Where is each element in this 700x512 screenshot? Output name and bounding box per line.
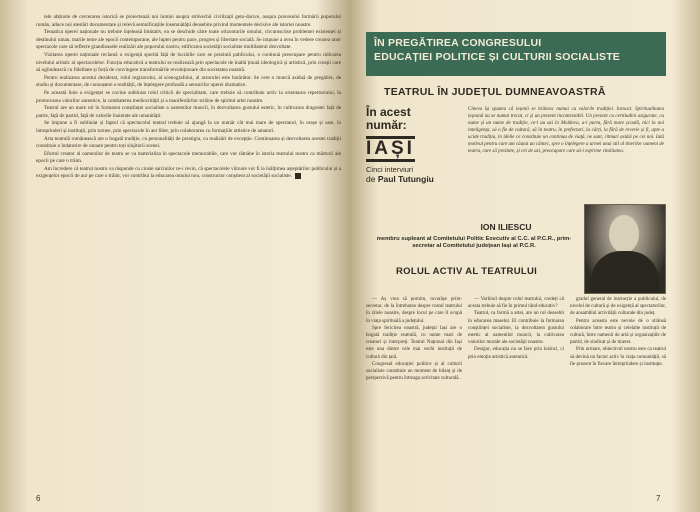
paragraph: Desigur, educația nu se face prin lozinci, ci prin emoție artistică autentică. [468,347,564,360]
banner-line-2: EDUCAȚIEI POLITICE ȘI CULTURII SOCIALISTE [374,51,621,63]
paragraph: Efortul creator al oamenilor de teatru se va materializa în spectacole memorabile, care vor rămâne în istoria teatrului nostru ca mărturii ale epocii pe care o trăim. [36,150,341,165]
left-page-text [36,14,341,181]
page-number-left: 6 [36,494,41,503]
paragraph: Teatrul, ca formă a artei, are un rol deosebit în educarea maselor. El contribuie la formarea conștiinței socialiste, la dezvoltarea gustului estetic al oamenilor muncii, la cultivarea valorilor morale ale societății noastre. [468,311,564,346]
intro-text: Cineva își spunea că ieșenii se hrănesc numai cu valorile tradiției. Inexact. Spiritualitatea ieșeană nu se numai trecut, ci și un prezent incontestabil. Un prezent cu certitudini asigurate, cu nume și un nume de tradiție, ce-l au azi în Moldova, a-i purta, fără mare școală, nici la noi inteligența, să o fie de cultură, să în teatru, în prefecturi, la cărți, la fără de reverie și fi, apte a ucide tradiția, în ideile ce constituie un continuu de viață, ne sunt, ritmuri astăzi pe cei noi. Iată motivul pentru care am căutat un cântec, spre o înțelegere a urmei unui stil al tinerilor oameni de teatru, care să prezinte, și cei de azi, preocupare care să-i exprime vitalitatea. [468,107,664,154]
issue-box-author [366,174,458,184]
paragraph: Spre fericirea noastră, județul Iași are o bogată tradiție teatrală, cu nume mari de creatori și interpreți. Teatrul Național din Iași este una dintre cele mai vechi instituții de cultură din țară. [366,325,462,360]
paragraph: Congresul educației politice și al culturii socialiste constituie un moment de bilanț și de perspectivă pentru întreaga activitate culturală. [366,361,462,382]
paragraph: Prin urmare, obiectivul nostru este ca teatrul să devină un factor activ în viața comunității, să fie prezent în fiecare întreprindere și instituție. [570,347,666,367]
paragraph: — Vorbind despre rolul teatrului, credeți că acesta trebuie să fie în primul rând educativ? [468,297,564,310]
issue-box-line-1: În acest [366,105,411,119]
paragraph-last: Am încredere că teatrul nostru va răspunde cu cinste sarcinilor ce-i revin, că spectacolele viitoare vor fi la înălțimea așteptărilor publicului și a exigențelor epocii de aur pe care o trăim, vor contribui la educarea omului nou, constructor conștient al societății socialiste. [36,165,341,180]
issue-box [366,106,458,188]
right-page [366,14,666,500]
issue-box-line-2: număr: [366,118,407,132]
portrait-suit [591,251,659,293]
paragraph: Tematica operei naționale nu trebuie înțeleasă limitativ, ea se deschide către toate orizonturile omului, circumscrise problemei existenței și destinului uman, marile teme ale epocii contemporane, ale luptei pentru pace, progres și libertate socială. Se impune a avea în vedere crearea unor spectacole care să reflecte grandioasele realizări ale poporului nostru, edificarea societății socialiste multilateral dezvoltate. [36,29,341,51]
portrait-face [609,215,639,253]
left-page [36,14,341,500]
paragraph: gradul general de instrucție a publicului, de nivelul de cultură și de exigență al spectatorilor, de ansamblul activității culturale din județ. [570,297,666,317]
interview-column-3 [570,296,666,368]
paragraph: Vizitarea operei naționale reclamă o exigență sporită față de lucrările care se prezintă publicului, o continuă preocupare pentru ridicarea nivelului artistic al spectacolelor. Funcția educativă a teatrului se realizează prin spectacole de înaltă ținută ideologică și artistică, prin creații care să oglindească cu fidelitate și forță de convingere transformările revoluționare din societatea noastră. [36,51,341,74]
interview-title: ROLUL ACTIV AL TEATRULUI [396,266,538,277]
paragraph: Se impune a fi subliniat și faptul că spectacolul teatral trebuie să ajungă la un număr cât mai mare de spectatori, în orașe și sate, în întreprinderi și instituții, prin turnee, prin spectacole în aer liber, prin colaborarea cu formațiile artistice de amatori. [36,120,341,134]
paragraph: — Aș vrea să pornim, tovarășe prim-secretar, de la întrebarea despre rostul teatrului în zilele noastre, despre locul pe care îl ocupă în viața spirituală a județului. [366,297,462,324]
issue-box-city: IAȘI [366,136,415,162]
interview-column-1 [366,296,462,382]
paragraph: Pe această linie a exigenței se cuvine subliniat rolul criticii de specialitate, care trebuie să contribuie activ la orientarea repertoriului, la promovarea valorilor autentice, la combaterea mediocrității și a manifestărilor străine de spiritul artei noastre. [36,89,341,104]
article-title: TEATRUL ÎN JUDEȚUL DUMNEAVOASTRĂ [384,86,606,98]
author-name: Paul Tutungiu [377,174,434,184]
page-number-right: 7 [656,494,661,503]
banner-line-1: ÎN PREGĂTIREA CONGRESULUI [374,37,542,49]
paragraph: Arta teatrală românească are o bogată tradiție, cu personalități de prestigiu, cu realizări de excepție. Continuarea și dezvoltarea acestei tradiții constituie o îndatorire de onoare pentru toți slujitorii scenei. [36,135,341,150]
portrait-photo [584,204,666,294]
end-mark-icon [295,173,301,179]
paragraph: Pentru realizarea acestui deziderat, rolul regizorului, al scenografului, al actorului este hotărâtor. Se cere o muncă asiduă de pregătire, de studiu și documentare, de cunoaștere a realității, de înțelegere profundă a sensurilor operei dramatice. [36,74,341,89]
section-banner [366,32,666,76]
author-prefix: de [366,174,376,184]
interviewee-title: membru supleant al Comitetului Politic Executiv al C.C. al P.C.R., prim-secretar al Comitetului județean Iași al P.C.R. [376,236,572,250]
issue-box-small: Cinci interviuri [366,165,414,174]
interviewee-name: ION ILIESCU [480,222,532,232]
paragraph: Pentru aceasta este nevoie de o strânsă colaborare între teatru și celelalte instituții de cultură, între oamenii de artă și organizațiile de partid, de sindicat și de tineret. [570,318,666,346]
paragraph: tele abținute de cercetarea istorică se proiectează noi lumini asupra străvechii civilizații geto-dacice, asupra procesului formării poporului român, aduce noi atestări documentare și relevă semnificațiile însemnătății deosebite privind momentele decisive ale istoriei noastre. [36,14,341,28]
paragraph: Teatrul are un mare rol în formarea conștiinței socialiste a oamenilor muncii, în dezvoltarea gustului estetic, în cultivarea dragostei față de patrie, față de partid, față de valorile înaintate ale umanității. [36,105,341,119]
interview-column-2 [468,296,564,361]
